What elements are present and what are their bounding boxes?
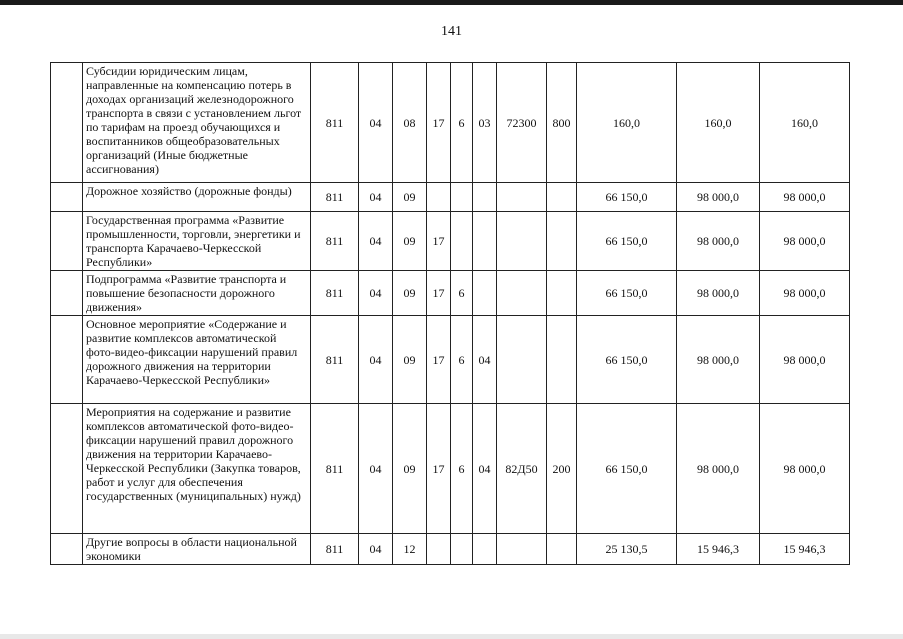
table-cell: 66 150,0 [577, 183, 677, 212]
table-cell: 17 [427, 404, 451, 534]
table-cell: 98 000,0 [677, 183, 760, 212]
table-cell: 82Д50 [497, 404, 547, 534]
table-cell: 98 000,0 [760, 316, 850, 404]
table-cell: 98 000,0 [760, 183, 850, 212]
row-name-cell: Мероприятия на содержание и развитие комплексов автоматической фото-видео-фиксации нарушений правил дорожного движения на территории Карачаево-Черкесской Республики (Закупка товаров, работ и услуг для обеспечения государственных (муниципальных) нужд) [83, 404, 311, 534]
table-cell: 160,0 [677, 63, 760, 183]
bottom-border [0, 634, 903, 639]
table-cell: 98 000,0 [677, 404, 760, 534]
table-cell: 25 130,5 [577, 534, 677, 565]
table-cell: 66 150,0 [577, 212, 677, 271]
table-cell: 03 [473, 63, 497, 183]
table-cell: 200 [547, 404, 577, 534]
table-cell: 17 [427, 212, 451, 271]
table-cell: 66 150,0 [577, 271, 677, 316]
table-cell [473, 183, 497, 212]
table-cell: 160,0 [760, 63, 850, 183]
table-cell: 09 [393, 212, 427, 271]
table-cell: 98 000,0 [677, 212, 760, 271]
budget-table [50, 62, 850, 565]
table-cell: 17 [427, 316, 451, 404]
table-cell: 6 [451, 404, 473, 534]
table-cell [427, 534, 451, 565]
row-index-cell [51, 212, 83, 271]
table-cell: 04 [359, 63, 393, 183]
table-cell [497, 212, 547, 271]
table-cell: 09 [393, 271, 427, 316]
table-cell [473, 271, 497, 316]
row-name-cell: Другие вопросы в области национальной экономики [83, 534, 311, 565]
table-cell [451, 183, 473, 212]
table-cell: 09 [393, 316, 427, 404]
table-cell: 6 [451, 316, 473, 404]
table-cell [451, 534, 473, 565]
table-row [51, 63, 850, 183]
table-body [51, 63, 850, 565]
table-cell [473, 534, 497, 565]
row-index-cell [51, 404, 83, 534]
table-cell: 15 946,3 [677, 534, 760, 565]
table-cell [451, 212, 473, 271]
row-index-cell [51, 271, 83, 316]
table-cell: 17 [427, 63, 451, 183]
row-index-cell [51, 534, 83, 565]
table-cell: 04 [359, 316, 393, 404]
row-index-cell [51, 316, 83, 404]
table-cell: 811 [311, 404, 359, 534]
table-cell [547, 183, 577, 212]
table-cell: 72300 [497, 63, 547, 183]
table-cell: 66 150,0 [577, 404, 677, 534]
table-cell [427, 183, 451, 212]
table-cell: 811 [311, 271, 359, 316]
table-cell [547, 316, 577, 404]
table-cell: 04 [473, 404, 497, 534]
table-cell: 17 [427, 271, 451, 316]
table-cell [497, 316, 547, 404]
table-cell: 811 [311, 183, 359, 212]
table-cell: 811 [311, 316, 359, 404]
table-cell: 04 [359, 212, 393, 271]
row-name-cell: Основное мероприятие «Содержание и развитие комплексов автоматической фото-видео-фиксации нарушений правил дорожного движения на территории Карачаево-Черкесской Республики» [83, 316, 311, 404]
table-cell [497, 271, 547, 316]
table-cell: 6 [451, 271, 473, 316]
table-cell: 04 [359, 534, 393, 565]
table-cell [497, 534, 547, 565]
table-cell: 800 [547, 63, 577, 183]
table-cell: 08 [393, 63, 427, 183]
table-cell: 6 [451, 63, 473, 183]
table-row [51, 183, 850, 212]
table-row [51, 404, 850, 534]
table-row [51, 316, 850, 404]
table-cell: 66 150,0 [577, 316, 677, 404]
table-cell [547, 212, 577, 271]
table-cell: 09 [393, 404, 427, 534]
table-cell: 811 [311, 534, 359, 565]
table-cell: 15 946,3 [760, 534, 850, 565]
top-border [0, 0, 903, 5]
table-cell: 04 [359, 183, 393, 212]
table-row [51, 534, 850, 565]
table-row [51, 212, 850, 271]
row-name-cell: Дорожное хозяйство (дорожные фонды) [83, 183, 311, 212]
table-cell [547, 271, 577, 316]
table-cell [473, 212, 497, 271]
table-cell: 160,0 [577, 63, 677, 183]
table-cell: 98 000,0 [677, 316, 760, 404]
table-cell: 04 [359, 271, 393, 316]
row-name-cell: Субсидии юридическим лицам, направленные на компенсацию потерь в доходах организаций железнодорожного транспорта в связи с установлением льгот по тарифам на проезд обучающихся и воспитанников общеобразовательных организаций (Иные бюджетные ассигнования) [83, 63, 311, 183]
table-cell: 98 000,0 [677, 271, 760, 316]
table-cell: 09 [393, 183, 427, 212]
row-name-cell: Государственная программа «Развитие промышленности, торговли, энергетики и транспорта Карачаево-Черкесской Республики» [83, 212, 311, 271]
table-cell: 98 000,0 [760, 212, 850, 271]
row-index-cell [51, 183, 83, 212]
page-number: 141 [441, 24, 462, 39]
row-name-cell: Подпрограмма «Развитие транспорта и повышение безопасности дорожного движения» [83, 271, 311, 316]
table-cell: 98 000,0 [760, 404, 850, 534]
table-cell [547, 534, 577, 565]
table-cell: 04 [359, 404, 393, 534]
table-cell: 811 [311, 212, 359, 271]
table-cell: 811 [311, 63, 359, 183]
row-index-cell [51, 63, 83, 183]
table-row [51, 271, 850, 316]
table-cell: 98 000,0 [760, 271, 850, 316]
table-cell: 12 [393, 534, 427, 565]
table-cell: 04 [473, 316, 497, 404]
table-cell [497, 183, 547, 212]
